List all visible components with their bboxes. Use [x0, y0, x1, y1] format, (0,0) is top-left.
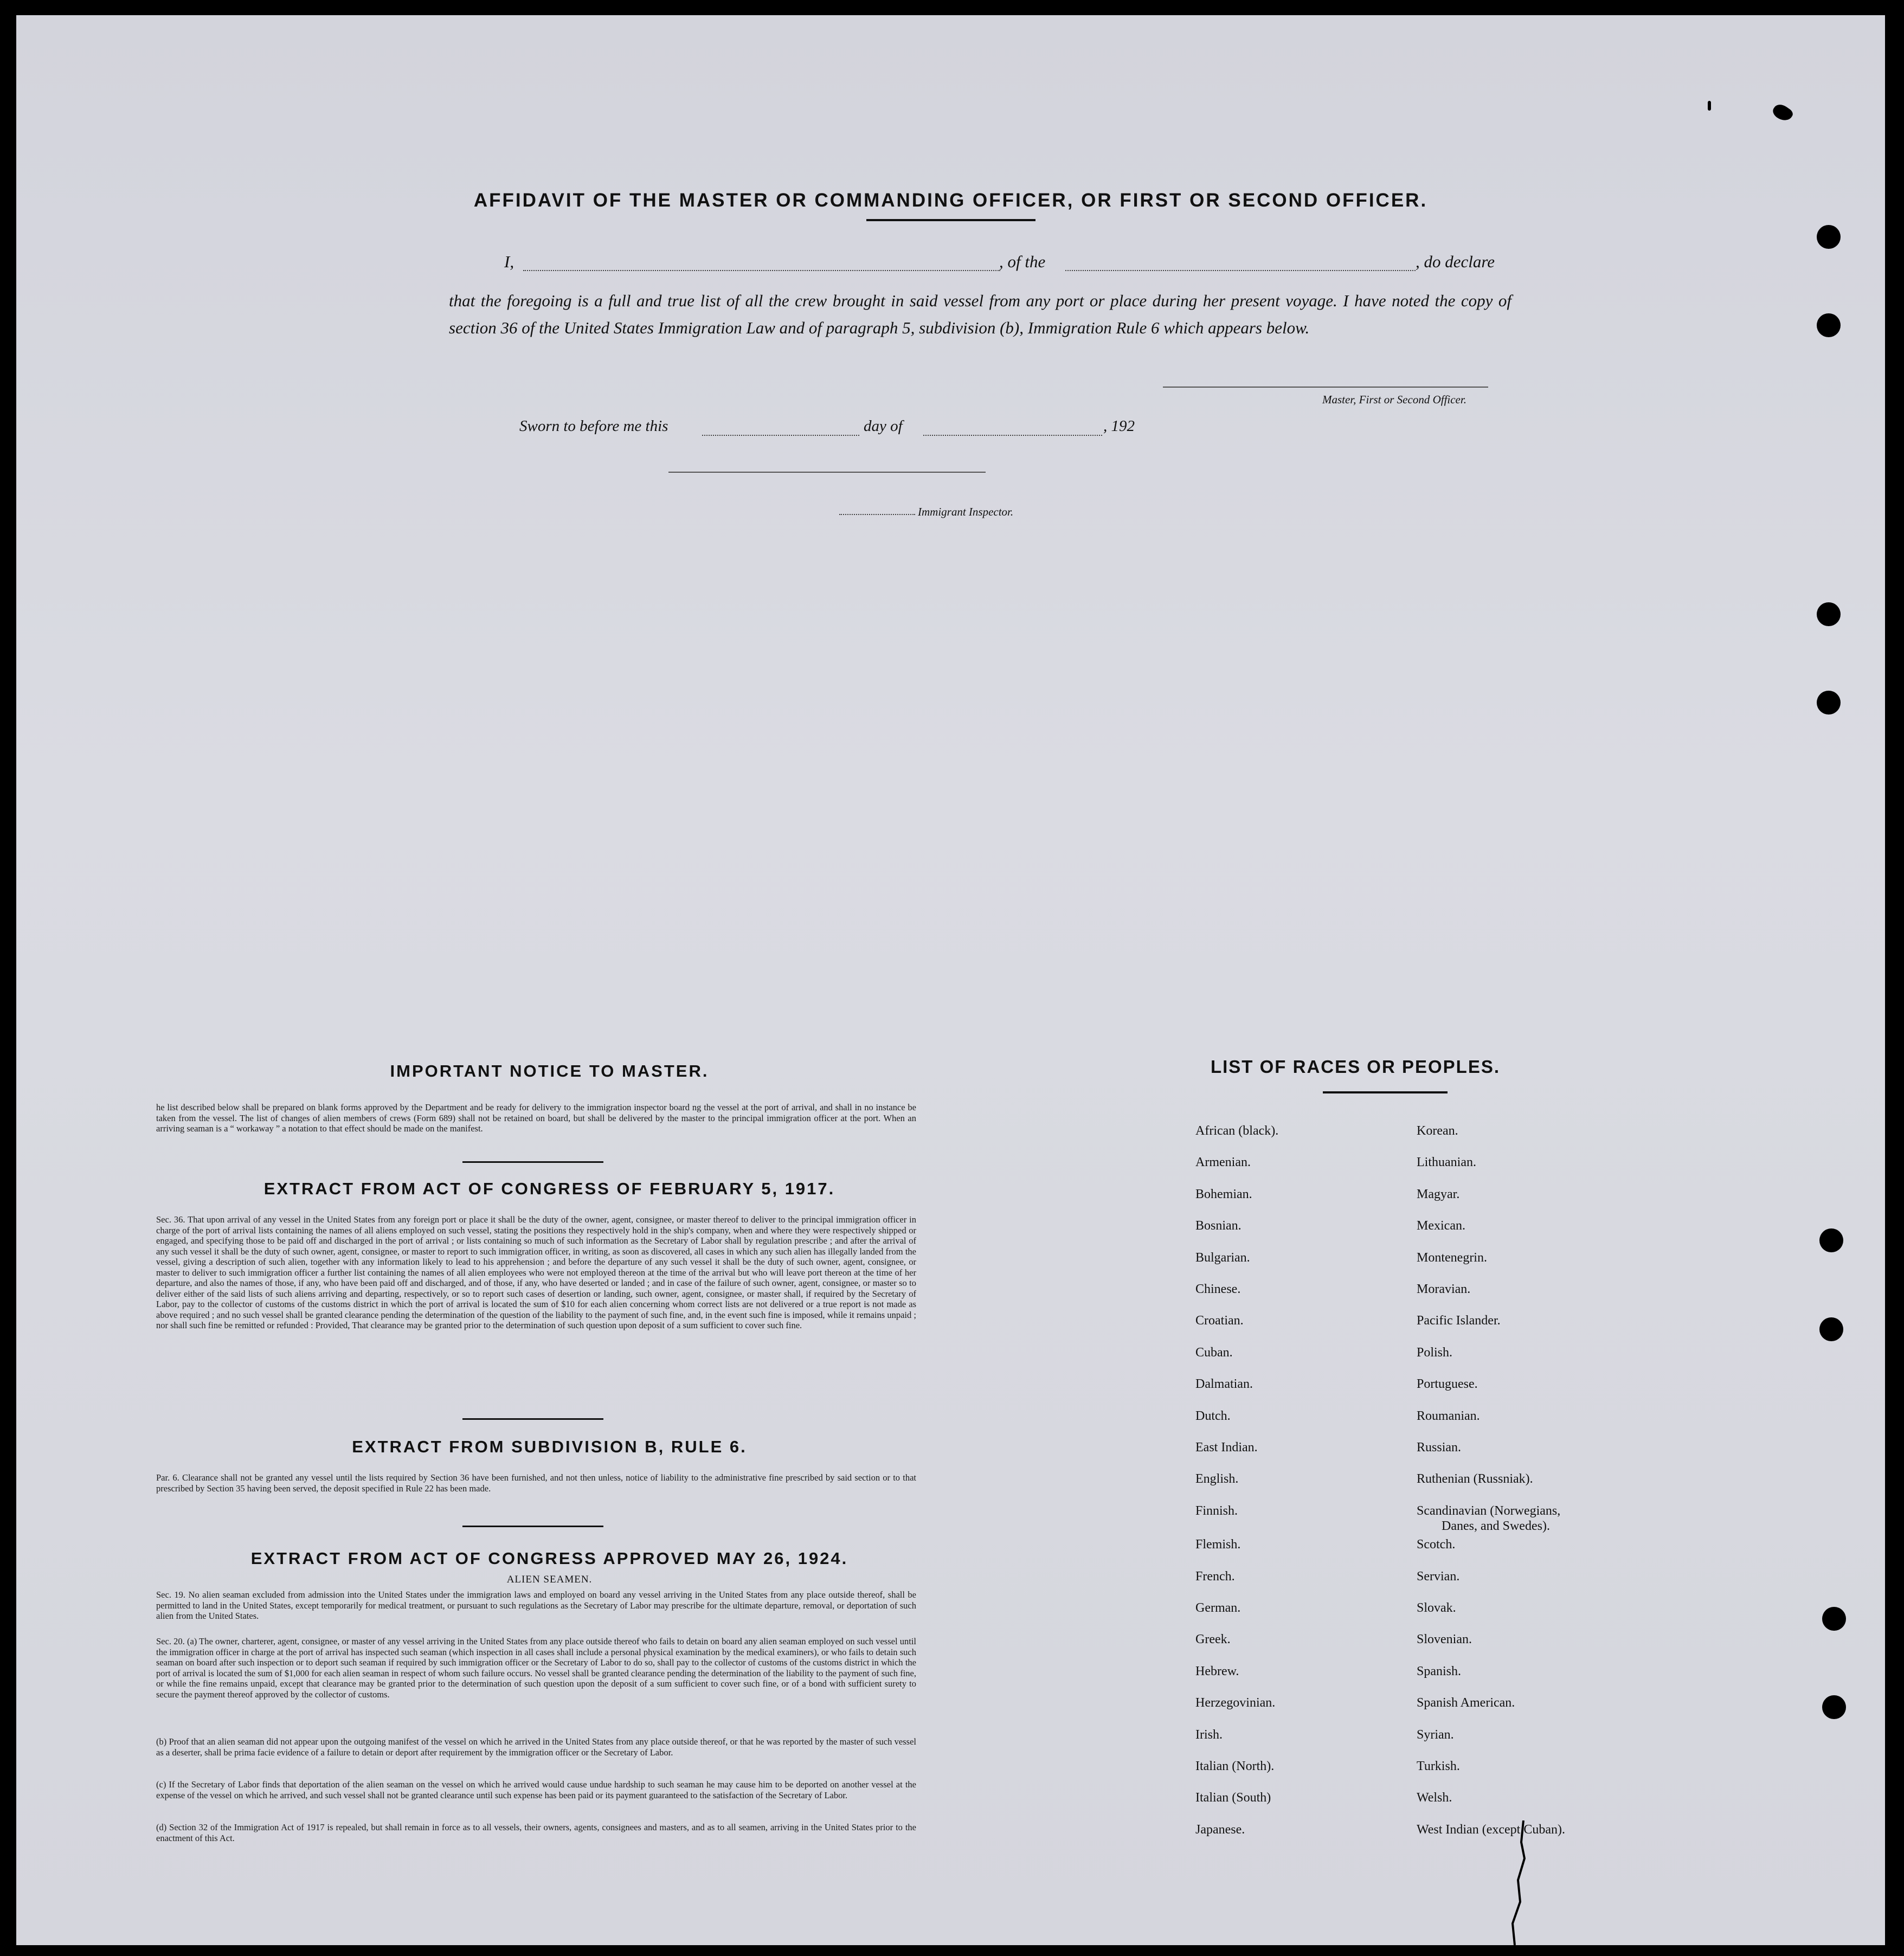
race-item: Finnish. [1195, 1503, 1238, 1518]
notice-text: he list described below shall be prepared on blank forms approved by the Department and be ready for delivery to the immigration inspector board ng the vessel at the port of arrival, and shall in no instance be taken from the vessel. The list of changes of alien members of crews (Form 689) shall not be retained on board, but shall be delivered by the master to the principal immigration officer at the port. When an arriving seaman is a “ workaway ” a notation to that effect should be made on the manifest. [156, 1102, 916, 1134]
races-rule [1323, 1091, 1448, 1093]
paper-crack [1502, 1820, 1534, 1945]
sec19-text: Sec. 19. No alien seaman excluded from admission into the United States under the immigration laws and employed on board any vessel arriving in the United States from any place outside thereof, shall be permitted to land in the United States, except temporarily for medical treatment, or pursuant to such regulations as the Secretary of Labor may prescribe for the ultimate departure, removal, or deportation of such alien from the United States. [156, 1590, 916, 1621]
race-item: Roumanian. [1417, 1408, 1480, 1423]
punch-hole [1817, 225, 1841, 249]
race-item: Syrian. [1417, 1727, 1454, 1742]
affidavit-of-the: , of the [999, 252, 1046, 271]
race-item: Servian. [1417, 1569, 1460, 1584]
race-item: Spanish. [1417, 1664, 1462, 1678]
extract2-text: Par. 6. Clearance shall not be granted any vessel until the lists required by Section 36 have been furnished, and not then unless, notice of liability to the administrative fine prescribed by said section or to that prescribed by Section 35 having been served, the deposit specified in Rule 22 has been made. [156, 1472, 916, 1494]
inspector-signature-line[interactable] [668, 472, 986, 473]
race-item: Slovak. [1417, 1601, 1456, 1615]
race-item: Irish. [1195, 1727, 1223, 1742]
race-item: Portuguese. [1417, 1377, 1478, 1392]
race-item: Flemish. [1195, 1537, 1241, 1552]
inspector-label: Immigrant Inspector. [918, 505, 1014, 518]
punch-hole [1817, 313, 1841, 337]
race-item: Italian (North). [1195, 1759, 1275, 1773]
sworn-day-line[interactable] [702, 435, 859, 436]
race-item: Welsh. [1417, 1791, 1452, 1805]
race-item: Bosnian. [1195, 1219, 1242, 1233]
race-item: Scotch. [1417, 1537, 1456, 1552]
extract3-subtitle: ALIEN SEAMEN. [506, 1574, 593, 1585]
punch-hole [1822, 1695, 1846, 1719]
race-item: Dutch. [1195, 1408, 1231, 1423]
punch-hole [1819, 1317, 1843, 1341]
race-item: Greek. [1195, 1632, 1231, 1647]
race-item: Scandinavian (Norwegians, [1417, 1503, 1561, 1518]
vessel-field-line[interactable] [1065, 270, 1416, 271]
race-item: East Indian. [1195, 1440, 1258, 1455]
race-item: French. [1195, 1569, 1235, 1584]
extract2-rule [462, 1526, 603, 1527]
race-item: Slovenian. [1417, 1632, 1472, 1647]
race-item: Japanese. [1195, 1822, 1245, 1837]
race-item: Lithuanian. [1417, 1155, 1476, 1170]
affidavit-do-declare: , do declare [1416, 252, 1495, 271]
sec20d-text: (d) Section 32 of the Immigration Act of 1917 is repealed, but shall remain in force as to all vessels, their owners, agents, consignees and masters, and as to all seamen, arriving in the United States prior to the enactment of this Act. [156, 1822, 916, 1843]
sworn-prefix: Sworn to before me this [519, 417, 668, 435]
ink-speck [1708, 101, 1711, 111]
punch-hole [1822, 1607, 1846, 1631]
document-page [16, 15, 1885, 1945]
affidavit-title: AFFIDAVIT OF THE MASTER OR COMMANDING OFFICER, OR FIRST OR SECOND OFFICER. [473, 190, 1428, 211]
signature-label: Master, First or Second Officer. [1322, 393, 1466, 406]
race-item: Cuban. [1195, 1345, 1233, 1360]
race-item: Montenegrin. [1417, 1250, 1487, 1265]
race-item: Mexican. [1417, 1219, 1465, 1233]
race-item: Spanish American. [1417, 1696, 1515, 1710]
race-item: German. [1195, 1601, 1241, 1615]
races-title: LIST OF RACES OR PEOPLES. [1210, 1057, 1501, 1077]
race-item: Moravian. [1417, 1282, 1471, 1296]
race-item: Turkish. [1417, 1759, 1460, 1773]
race-item: Bulgarian. [1195, 1250, 1250, 1265]
title-rule [866, 219, 1035, 221]
race-item: West Indian (except Cuban). [1417, 1822, 1565, 1837]
race-item: Dalmatian. [1195, 1377, 1253, 1392]
sworn-year: , 192 [1103, 417, 1135, 435]
sworn-day-of: day of [864, 417, 903, 435]
extract1-rule [462, 1418, 603, 1420]
race-item: Polish. [1417, 1345, 1453, 1360]
race-item: Croatian. [1195, 1314, 1244, 1328]
notice-title: IMPORTANT NOTICE TO MASTER. [390, 1061, 709, 1080]
race-item: Hebrew. [1195, 1664, 1239, 1678]
inspector-label-dots [839, 514, 915, 515]
extract1-title: EXTRACT FROM ACT OF CONGRESS OF FEBRUARY 5, 1917. [263, 1179, 835, 1198]
punch-hole [1817, 602, 1841, 626]
extract3-title: EXTRACT FROM ACT OF CONGRESS APPROVED MAY 26, 1924. [250, 1549, 848, 1568]
name-field-line[interactable] [523, 270, 1000, 271]
sec20a-text: Sec. 20. (a) The owner, charterer, agent, consignee, or master of any vessel arriving in the United States from any place outside thereof who fails to detain on board any alien seaman employed on such vessel until the immigration officer in charge at the port of arrival has inspected such seaman (which inspection in all cases shall include a personal physical examination by the medical examiners), or who fails to detain such seaman on board after such inspection or to deport such seaman if required by such immigration officer or the Secretary of Labor to do so, shall pay to the collector of customs of the customs district in which the port of arrival is located the sum of $1,000 for each alien seaman in respect of whom such failure occurs. No vessel shall be granted clearance pending the determination of the liability to the payment of such fine, or while the fine remains unpaid, except that clearance may be granted prior to the determination of such question upon the deposit of a sum sufficient to cover such fine, or of a bond with sufficient surety to secure the payment thereof approved by the collector of customs. [156, 1636, 916, 1700]
race-item-continuation: Danes, and Swedes). [1442, 1519, 1550, 1533]
race-item: Russian. [1417, 1440, 1462, 1455]
race-item: Magyar. [1417, 1187, 1460, 1201]
sec20c-text: (c) If the Secretary of Labor finds that deportation of the alien seaman on the vessel on which he arrived would cause undue hardship to such seaman he may cause him to be deported on another vessel at the expense of the vessel on which he arrived, and such vessel shall not be granted clearance until such expense has been paid or its payment guaranteed to the satisfaction of the Secretary of Labor. [156, 1779, 916, 1800]
race-item: Chinese. [1195, 1282, 1241, 1296]
sec20b-text: (b) Proof that an alien seaman did not appear upon the outgoing manifest of the vessel on which he arrived in the United States from any place outside thereof, or that he was reported by the master of such vessel as a deserter, shall be prima facie evidence of a failure to detain or deport after requirement by the immigration officer or the Secretary of Labor. [156, 1736, 916, 1758]
extract1-text: Sec. 36. That upon arrival of any vessel in the United States from any foreign port or place it shall be the duty of the owner, agent, consignee, or master thereof to deliver to the principal immigration officer in charge of the port of arrival lists containing the names of all aliens employed on such vessel, stating the positions they respectively hold in the ship's company, when and where they were respectively shipped or engaged, and specifying those to be paid off and discharged in the port of arrival ; or lists containing so much of such information as the Secretary of Labor shall by regulation prescribe ; and after the arrival of any such vessel it shall be the duty of such owner, agent, consignee, or master to report to such immigration officer, in writing, as soon as discovered, all cases in which any such alien has illegally landed from the vessel, giving a description of such alien, together with any information likely to lead to his apprehension ; and before the departure of any such vessel it shall be the duty of such owner, agent, consignee, or master to deliver to such immigration officer a further list containing the names of all alien employees who were not employed thereon at the time of the arrival but who will leave port thereon at the time of her departure, and also the names of those, if any, who have been paid off and discharged, and of those, if any, who have deserted or landed ; and in case of the failure of such owner, agent, consignee, or master so to deliver either of the said lists of such aliens arriving and departing, respectively, or so to report such cases of desertion or landing, such owner, agent, consignee, or master shall, if required by the Secretary of Labor, pay to the collector of customs of the customs district in which the port of arrival is located the sum of $10 for each alien concerning whom correct lists are not delivered or a true report is not made as above required ; and no such vessel shall be granted clearance pending the determination of the question of the liability to the payment of such fine, and, in the event such fine is imposed, while it remains unpaid ; nor shall such fine be remitted or refunded : Provided, That clearance may be granted prior to the determination of such question upon deposit of a sum sufficient to cover such fine. [156, 1214, 916, 1330]
ink-blot [1771, 101, 1794, 124]
race-item: Bohemian. [1195, 1187, 1252, 1201]
affidavit-i: I, [504, 252, 514, 271]
sworn-month-line[interactable] [923, 435, 1102, 436]
race-item: Ruthenian (Russniak). [1417, 1472, 1533, 1487]
race-item: Italian (South) [1195, 1791, 1271, 1805]
signature-line[interactable] [1163, 387, 1488, 388]
notice-rule [462, 1161, 603, 1163]
affidavit-body: that the foregoing is a full and true list of all the crew brought in said vessel from any port or place during her present voyage. I have noted the copy of section 36 of the United States Immigration Law and of paragraph 5, subdivision (b), Immigration Rule 6 which appears below. [449, 291, 1511, 337]
race-item: English. [1195, 1472, 1239, 1487]
race-item: Herzegovinian. [1195, 1696, 1276, 1710]
extract2-title: EXTRACT FROM SUBDIVISION B, RULE 6. [352, 1437, 747, 1456]
race-item: Pacific Islander. [1417, 1314, 1501, 1328]
race-item: African (black). [1195, 1124, 1279, 1138]
punch-hole [1819, 1228, 1843, 1252]
punch-hole [1817, 691, 1841, 715]
race-item: Armenian. [1195, 1155, 1251, 1170]
race-item: Korean. [1417, 1124, 1458, 1138]
